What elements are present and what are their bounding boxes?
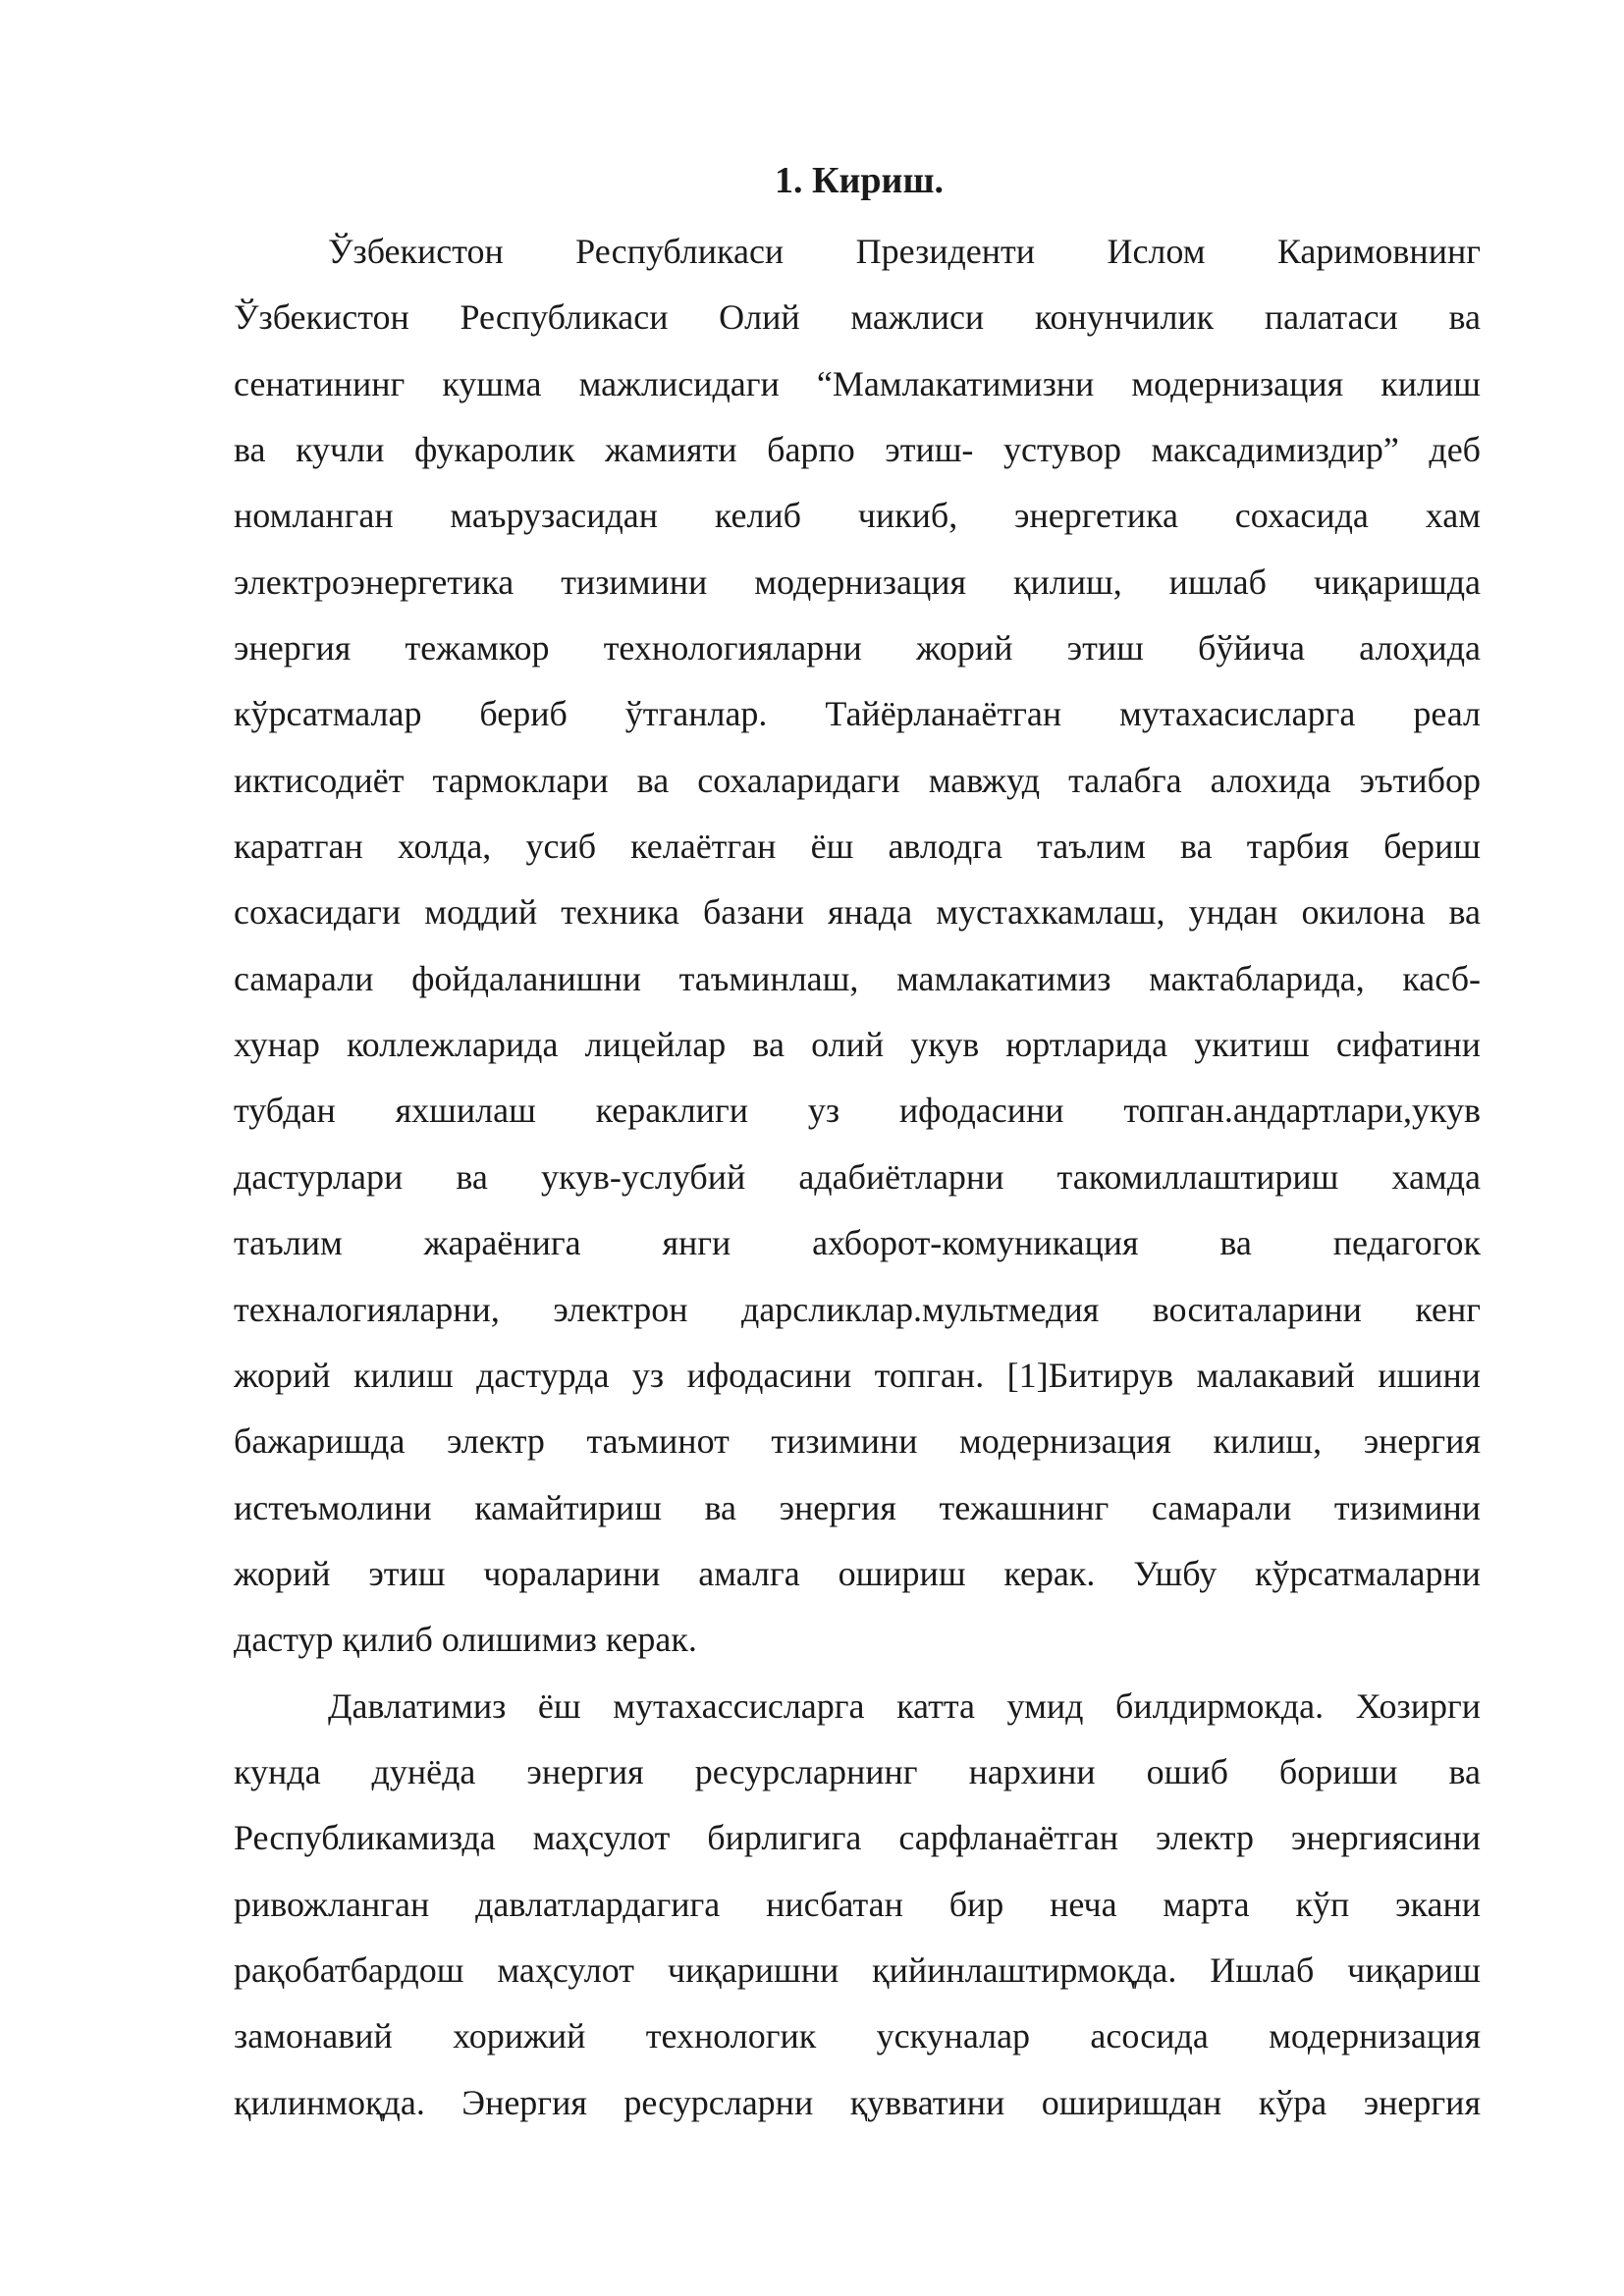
text-line: энергия тежамкор технологияларни жорий этиш бўйича алоҳида xyxy=(234,628,1481,668)
text-line: самарали фойдаланишни таъминлаш, мамлакатимиз мактабларида, касб- xyxy=(234,958,1481,998)
body-text xyxy=(234,219,1481,2136)
text-line: истеъмолини камайтириш ва энергия тежашнинг самарали тизимини xyxy=(234,1487,1481,1527)
text-line: замонавий хорижий технологик ускуналар асосида модернизация xyxy=(234,2016,1481,2056)
text-line: каратган холда, усиб келаётган ёш авлодга таълим ва тарбия бериш xyxy=(234,827,1481,867)
text-line: иктисодиёт тармоклари ва сохаларидаги мавжуд талабга алохида эътибор xyxy=(234,760,1481,800)
text-line: ривожланган давлатлардагига нисбатан бир неча марта кўп экани xyxy=(234,1884,1481,1924)
text-line: таълим жараёнига янги ахборот-комуникация ва педагогок xyxy=(234,1223,1481,1263)
text-line: Давлатимиз ёш мутахассисларга катта умид билдирмокда. Хозирги xyxy=(328,1685,1481,1726)
text-line: рақобатбардош маҳсулот чиқаришни қийинлаштирмоқда. Ишлаб чиқариш xyxy=(234,1949,1481,1990)
text-line: номланган маърузасидан келиб чикиб, энергетика сохасида хам xyxy=(234,496,1481,536)
text-line: жорий этиш чораларини амалга ошириш керак. Ушбу кўрсатмаларни xyxy=(234,1553,1481,1593)
text-line: жорий килиш дастурда уз ифодасини топган. [1]Битирув малакавий ишини xyxy=(234,1355,1481,1395)
paragraph-1 xyxy=(234,219,1481,1674)
section-heading: 1. Кириш. xyxy=(774,160,945,201)
text-line: хунар коллежларида лицейлар ва олий укув юртларида укитиш сифатини xyxy=(234,1025,1481,1065)
text-line: кунда дунёда энергия ресурсларнинг нархини ошиб бориши ва xyxy=(234,1751,1481,1791)
text-line: Республикамизда маҳсулот бирлигига сарфланаётган электр энергиясини xyxy=(234,1818,1481,1858)
text-line: ва кучли фукаролик жамияти барпо этиш- устувор максадимиздир” деб xyxy=(234,430,1481,470)
text-line: дастурлари ва укув-услубий адабиётларни такомиллаштириш хамда xyxy=(234,1156,1481,1197)
text-line: Ўзбекистон Республикаси Олий мажлиси конунчилик палатаси ва xyxy=(234,297,1481,338)
text-line: сохасидаги моддий техника базани янада мустахкамлаш, ундан окилона ва xyxy=(234,892,1481,933)
text-line: дастур қилиб олишимиз керак. xyxy=(234,1620,697,1660)
text-line: сенатининг кушма мажлисидаги “Мамлакатимизни модернизация килиш xyxy=(234,363,1481,403)
text-line: техналогияларни, электрон дарсликлар.мультмедия воситаларини кенг xyxy=(234,1289,1481,1329)
paragraph-2 xyxy=(234,1674,1481,2136)
text-line: кўрсатмалар бериб ўтганлар. Тайёрланаётган мутахасисларга реал xyxy=(234,694,1481,734)
text-line: бажаришда электр таъминот тизимини модернизация килиш, энергия xyxy=(234,1421,1481,1462)
text-line: электроэнергетика тизимини модернизация қилиш, ишлаб чиқаришда xyxy=(234,561,1481,602)
text-line: тубдан яхшилаш кераклиги уз ифодасини топган.андартлари,укув xyxy=(234,1091,1481,1131)
text-line: Ўзбекистон Республикаси Президенти Ислом Каримовнинг xyxy=(328,232,1481,271)
text-line: қилинмоқда. Энергия ресурсларни қувватини оширишдан кўра энергия xyxy=(234,2082,1481,2122)
